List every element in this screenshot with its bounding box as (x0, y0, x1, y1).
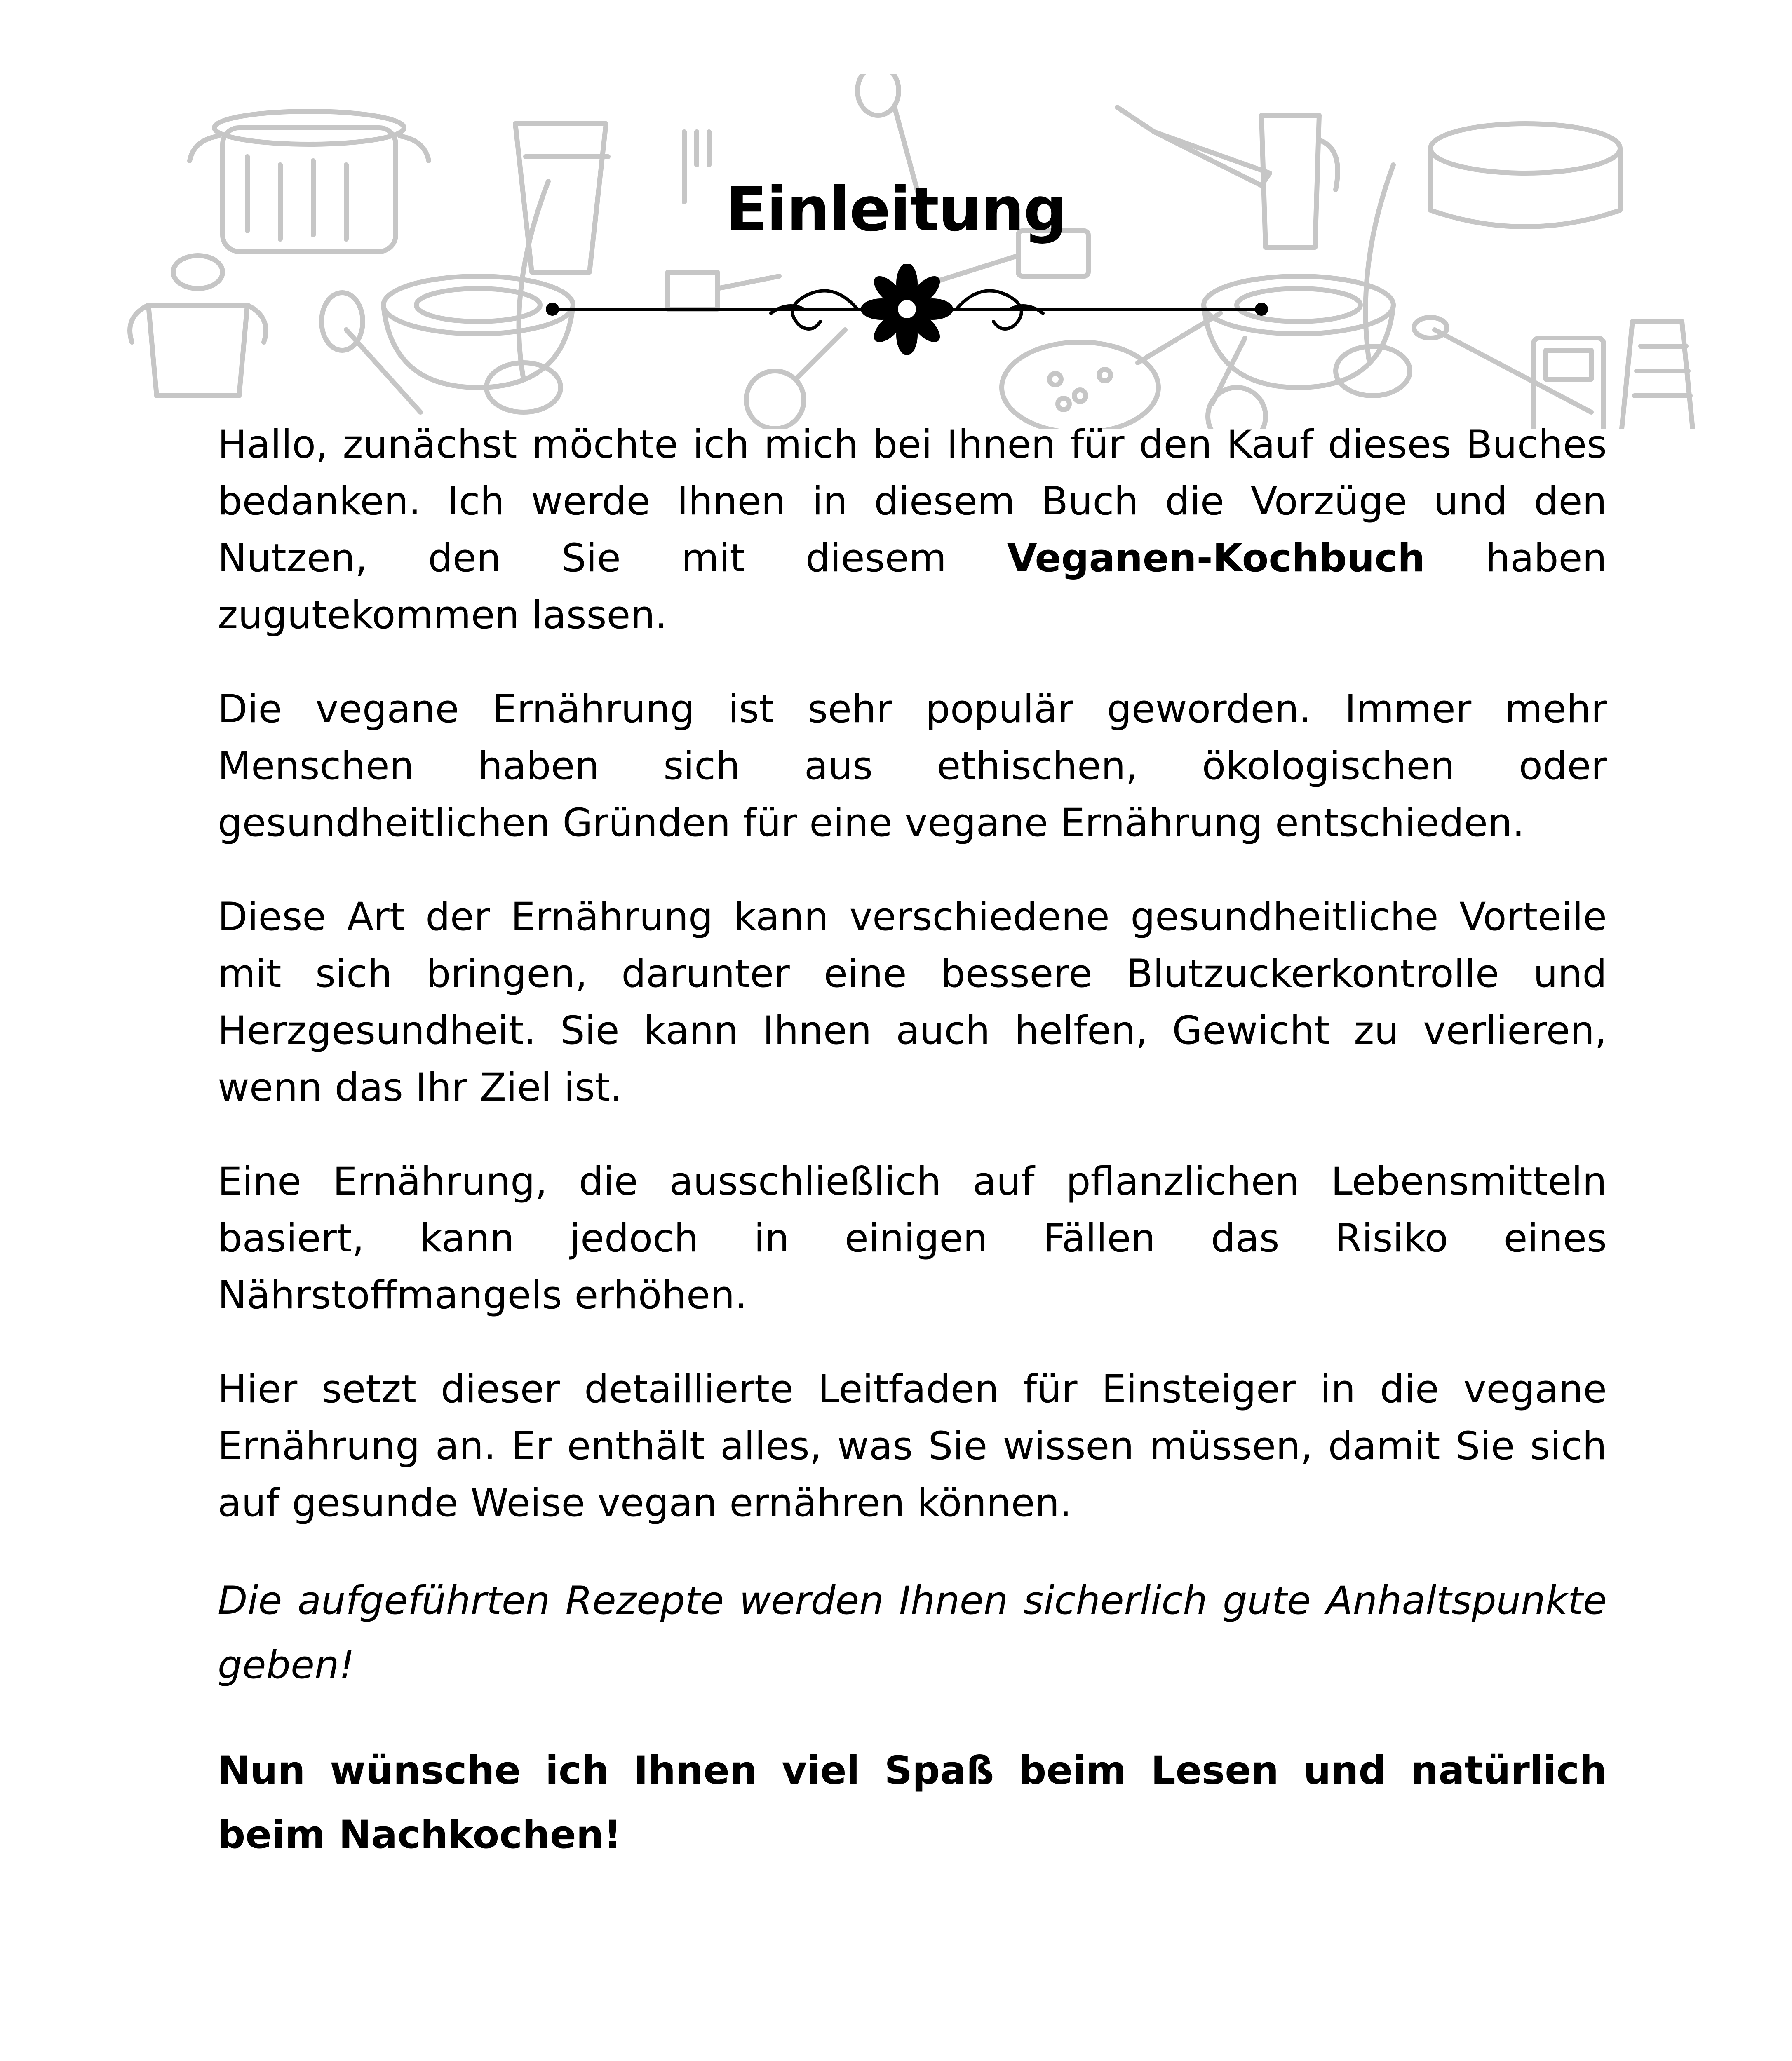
kitchen-utensils-top-illustration (0, 74, 1792, 429)
spoon-icon (322, 293, 420, 412)
kitchen-scale-icon (1534, 338, 1604, 429)
book-title-emphasis: Veganen-Kochbuch (1007, 536, 1425, 581)
paragraph: Eine Ernährung, die ausschließlich auf pflanzlichen Lebensmitteln basiert, kann jedoch in einigen Fällen das Risiko eines Nährstoffmangels erhöhen. (218, 1159, 1607, 1318)
italic-note: Die aufgeführten Rezepte werden Ihnen sicherlich gute Anhaltspunkte geben! (218, 1578, 1607, 1688)
paragraph: Hier setzt dieser detaillierte Leitfaden für Einsteiger in die vegane Ernährung an. Er enthält alles, was Sie wissen müssen, damit Sie sich auf gesunde Weise vegan ernähren können. (218, 1367, 1607, 1526)
closing-statement: Nun wünsche ich Ihnen viel Spaß beim Lesen und natürlich beim Nachkochen! (218, 1748, 1607, 1857)
paragraph: Die vegane Ernährung ist sehr populär geworden. Immer mehr Menschen haben sich aus ethischen, ökologischen oder gesundheitlichen Gründen für eine vegane Ernährung entschieden. (218, 687, 1607, 845)
grater-icon (1620, 322, 1694, 429)
body-text (218, 416, 1607, 1904)
covered-pot-icon (130, 256, 266, 396)
page-title: Einleitung (726, 174, 1066, 245)
rolling-pin-icon (1414, 317, 1591, 412)
ornamental-flower-divider-icon (544, 264, 1270, 363)
paragraph: Diese Art der Ernährung kann verschiedene gesundheitliche Vorteile mit sich bringen, darunter eine bessere Blutzuckerkontrolle und Herzgesundheit. Sie kann Ihnen auch helfen, Gewicht zu verlieren, wenn das Ihr Ziel ist. (218, 894, 1607, 1110)
paragraph: Hallo, zunächst möchte ich mich bei Ihnen für den Kauf dieses Buches bedanken. Ich werde Ihnen in diesem Buch die Vorzüge und den Nutzen, den Sie mit diesem Veganen-Kochbuch haben zugutekommen lassen. (218, 422, 1607, 638)
